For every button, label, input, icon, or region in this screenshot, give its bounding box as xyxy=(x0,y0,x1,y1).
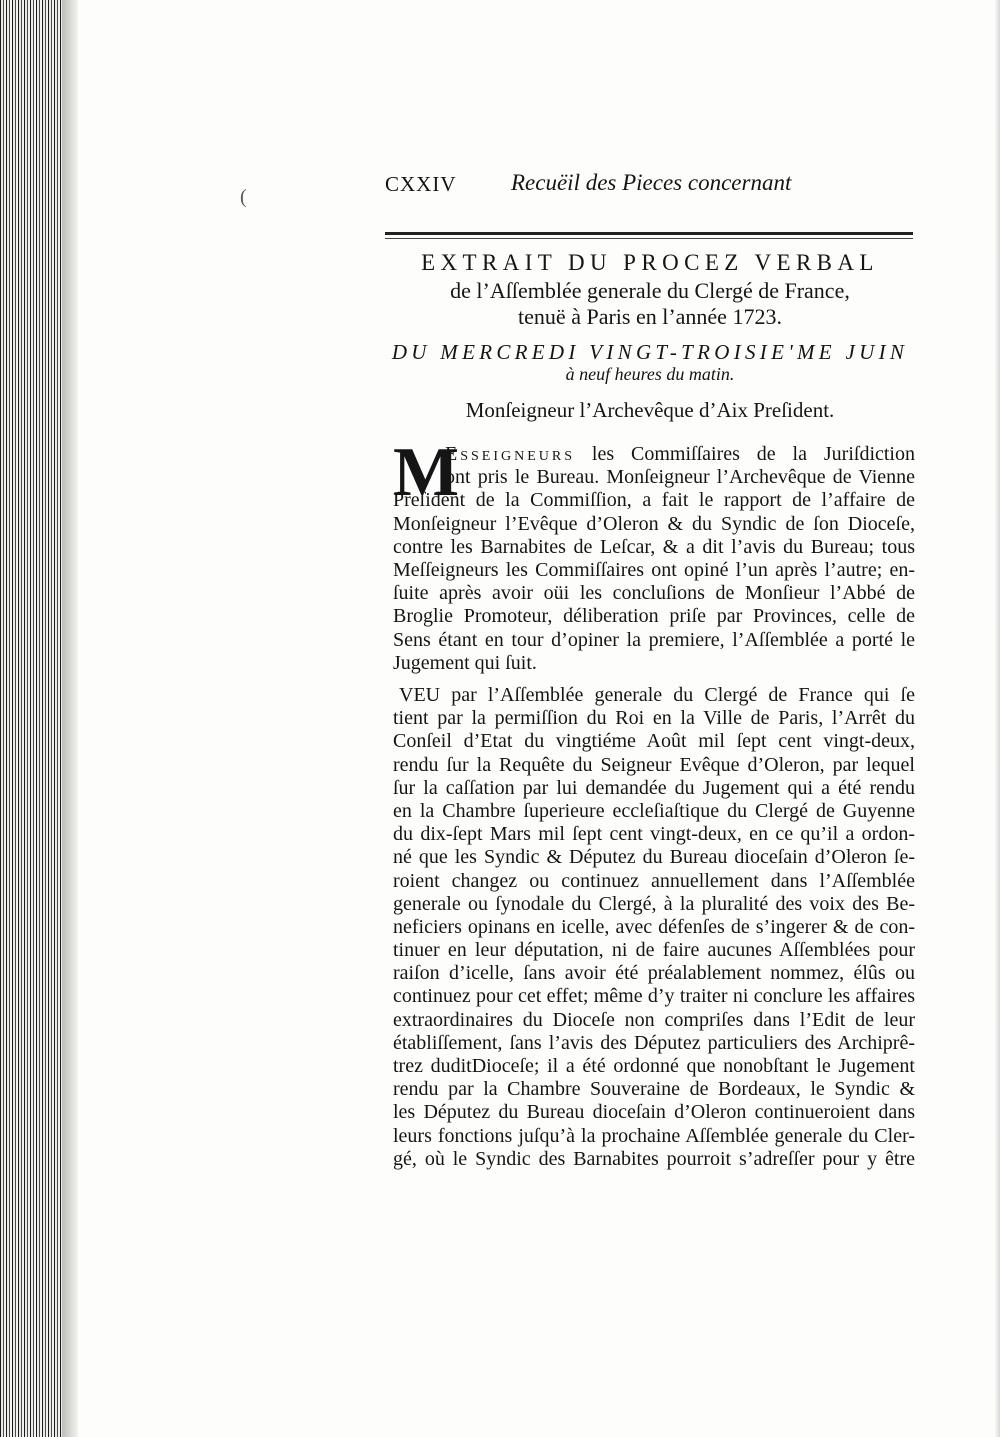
text-line: Broglie Promoteur, déliberation priſe par Provinces, celle de xyxy=(393,605,915,628)
text-line: leurs fonctions juſqu’à la prochaine Aſſemblée generale du Cler- xyxy=(393,1124,915,1147)
session-date: DU MERCREDI VINGT-TROISIE'ME JUIN xyxy=(391,340,909,364)
running-head xyxy=(385,170,915,206)
text-line: établiſſement, ſans l’avis des Députez particuliers des Archiprê- xyxy=(393,1031,915,1054)
heading-rule-thick xyxy=(385,232,913,235)
text-line: Sens étant en tour d’opiner la premiere, l’Aſſemblée a porté le xyxy=(393,628,915,651)
text-line: generale ou ſynodale du Clergé, à la pluralité des voix des Be- xyxy=(393,892,915,915)
text-line: tient par la permiſſion du Roi en la Ville de Paris, l’Arrêt du xyxy=(393,707,915,730)
text-line: raiſon d’icelle, ſans avoir été préalablement nommez, élûs ou xyxy=(393,962,915,985)
text-line-rest: les Commiſſaires de la Juriſdiction xyxy=(575,443,915,465)
heading-line-1: EXTRAIT DU PROCEZ VERBAL xyxy=(421,250,879,275)
text-line: trez duditDioceſe; il a été ordonné que nonobſtant le Jugement xyxy=(393,1055,915,1077)
heading-line-3: tenuë à Paris en l’année 1723. xyxy=(518,304,782,329)
folio-number: CXXIV xyxy=(385,172,457,196)
text-line: Monſeigneur l’Evêque d’Oleron & du Syndic de ſon Dioceſe, xyxy=(393,512,915,535)
page-right-edge xyxy=(994,0,1000,1437)
margin-mark: ( xyxy=(240,186,247,208)
text-line: ſuite après avoir oüi les concluſions de Monſieur l’Abbé de xyxy=(393,582,915,605)
first-word: Esseigneurs xyxy=(445,443,576,465)
text-line: Conſeil d’Etat du vingtiéme Août mil ſept cent vingt-deux, xyxy=(393,730,915,753)
paragraph-1 xyxy=(393,434,915,675)
text-line: extraordinaires du Dioceſe non compriſes dans l’Edit de leur xyxy=(393,1008,915,1031)
text-line: roient changez ou continuez annuellement dans l’Aſſemblée xyxy=(393,869,915,892)
book-page-edges xyxy=(0,0,62,1437)
text-line: du dix-ſept Mars mil ſept cent vingt-deux, en ce qu’il a ordon- xyxy=(393,823,915,846)
document-heading xyxy=(385,248,915,330)
text-line xyxy=(393,443,915,466)
session-time: à neuf heures du matin. xyxy=(565,364,735,384)
text-line: en la Chambre ſuperieure eccleſiaſtique du Clergé de Guyenne xyxy=(393,799,915,822)
text-line: Meſſeigneurs les Commiſſaires ont opiné l’un après l’autre; en- xyxy=(393,558,915,581)
text-line: neficiers opinans en icelle, avec défenſes de s’ingerer & de con- xyxy=(393,915,915,938)
heading-rule-thin xyxy=(385,238,913,239)
text-line: rendu ſur la Requête du Seigneur Evêque d’Oleron, par lequel xyxy=(393,753,915,776)
president-line: Monſeigneur l’Archevêque d’Aix Preſident. xyxy=(465,398,835,422)
text-line: ont pris le Bureau. Monſeigneur l’Archevêque de Vienne xyxy=(445,466,915,489)
text-line: tinuer en leur députation, ni de faire aucunes Aſſemblées pour xyxy=(393,939,915,962)
text-line: contre les Barnabites de Leſcar, & a dit l’avis du Bureau; tous xyxy=(393,535,915,558)
text-line: continuez pour cet effet; même d’y traiter ni conclure les affaires xyxy=(393,985,915,1008)
text-line: les Députez du Bureau dioceſain d’Oleron continueroient dans xyxy=(393,1101,915,1124)
text-line: VEU par l’Aſſemblée generale du Clergé de France qui ſe xyxy=(399,684,915,706)
text-line: rendu par la Chambre Souveraine de Bordeaux, le Syndic & xyxy=(393,1078,915,1101)
text-line: gé, où le Syndic des Barnabites pourroit s’adreſſer pour y être xyxy=(393,1147,915,1170)
gutter-shadow xyxy=(62,0,78,1437)
text-line: Preſident de la Commiſſion, a fait le rapport de l’affaire de xyxy=(393,489,915,512)
text-line: Jugement qui ſuit. xyxy=(393,651,537,674)
text-line: ſur la caſſation par lui demandée du Jugement qui a été rendu xyxy=(393,776,915,799)
running-title: Recuëil des Pieces concernant xyxy=(511,170,792,195)
text-line: né que les Syndic & Députez du Bureau dioceſain d’Oleron ſe- xyxy=(393,846,915,869)
paragraph-2 xyxy=(393,684,915,1171)
heading-line-2: de l’Aſſemblée generale du Clergé de France, xyxy=(450,278,850,303)
drop-cap: M xyxy=(393,434,460,511)
